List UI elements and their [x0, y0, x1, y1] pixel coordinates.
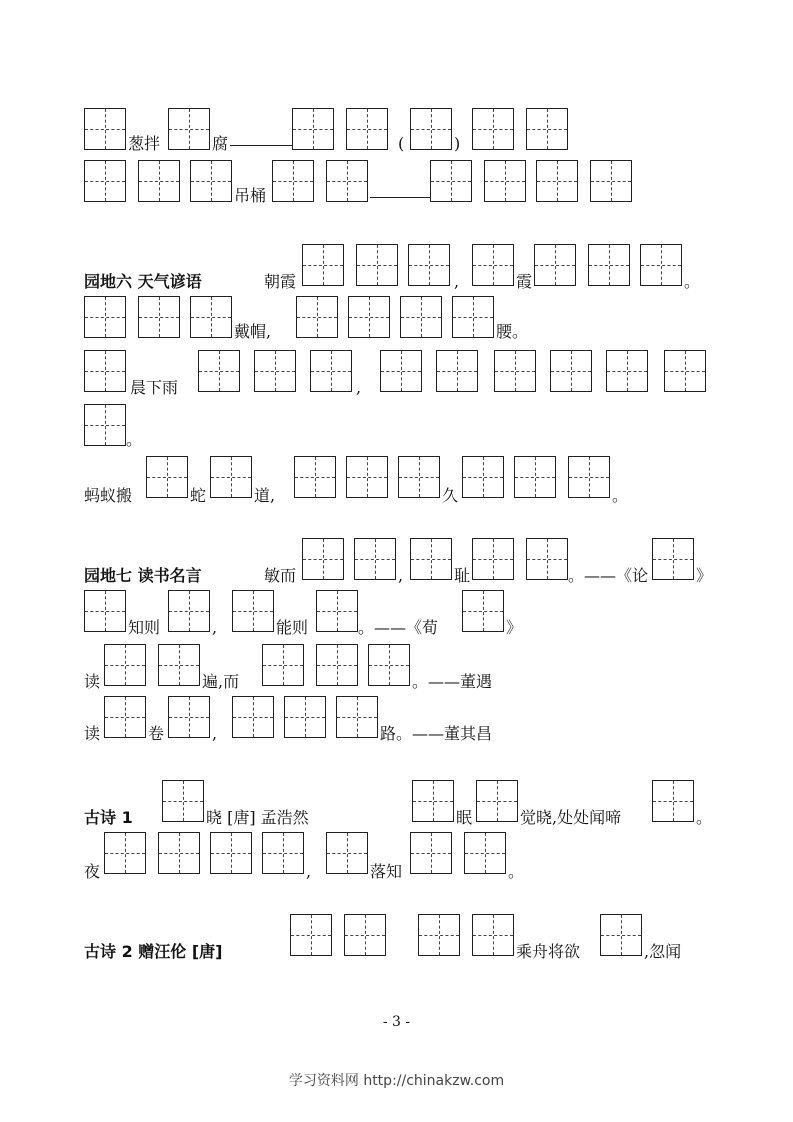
char-box[interactable] [640, 244, 682, 286]
char-box[interactable] [262, 832, 304, 874]
char-box[interactable] [168, 108, 210, 150]
char-box[interactable] [162, 780, 204, 822]
char-box[interactable] [354, 538, 396, 580]
char-box[interactable] [590, 160, 632, 202]
char-box[interactable] [408, 244, 450, 286]
row-9-text-4: 。——《荀 [358, 618, 439, 637]
char-box[interactable] [316, 590, 358, 632]
char-box[interactable] [190, 160, 232, 202]
char-box[interactable] [232, 696, 274, 738]
row-4 [0, 296, 793, 352]
char-box[interactable] [284, 696, 326, 738]
char-box[interactable] [462, 590, 504, 632]
char-box[interactable] [346, 456, 388, 498]
row-13 [0, 832, 793, 888]
section-heading-yuandi7: 园地七 读书名言 [84, 566, 202, 585]
char-box[interactable] [462, 456, 504, 498]
char-box[interactable] [84, 404, 126, 446]
row-13-text-2: , [306, 862, 312, 881]
row-9-text-5: 》 [506, 618, 523, 637]
row-10-text-1: 读 [84, 672, 101, 691]
char-box[interactable] [272, 160, 314, 202]
char-box[interactable] [326, 160, 368, 202]
row-12-text-1: 晓 [唐] 孟浩然 [206, 808, 309, 827]
row-9-text-3: 能则 [276, 618, 309, 637]
row-10 [0, 644, 793, 700]
char-box[interactable] [84, 296, 126, 338]
char-box[interactable] [356, 244, 398, 286]
row-8-text-2: , [398, 566, 404, 585]
char-box[interactable] [606, 350, 648, 392]
row-11-text-1: 读 [84, 724, 101, 743]
char-box[interactable] [302, 244, 344, 286]
char-box[interactable] [138, 160, 180, 202]
char-box[interactable] [190, 296, 232, 338]
section-heading-yuandi6: 园地六 天气谚语 [84, 272, 202, 291]
char-box[interactable] [652, 780, 694, 822]
row-7-text-3: 道, [254, 486, 276, 505]
row-8-text-3: 耻 [454, 566, 471, 585]
row-3-text-1: 朝霞 [264, 272, 297, 291]
row-10-text-3: 。——董遇 [412, 672, 493, 691]
paren-open: ( [398, 134, 405, 153]
row-7 [0, 456, 793, 512]
row-7-text-5: 。 [612, 486, 629, 505]
char-box[interactable] [484, 160, 526, 202]
char-box[interactable] [464, 832, 506, 874]
row-8 [0, 538, 793, 594]
row-11 [0, 696, 793, 752]
char-box[interactable] [310, 350, 352, 392]
row-9 [0, 590, 793, 646]
char-box[interactable] [380, 350, 422, 392]
row-8-text-4: 。——《论 [568, 566, 649, 585]
char-box[interactable] [526, 108, 568, 150]
char-box[interactable] [550, 350, 592, 392]
row-11-text-3: , [212, 724, 218, 743]
char-box[interactable] [472, 108, 514, 150]
char-box[interactable] [326, 832, 368, 874]
row-6-text-1: 。 [126, 430, 143, 449]
row-1-text-1: 葱拌 [128, 134, 161, 153]
row-12-text-4: 。 [696, 808, 713, 827]
char-box[interactable] [664, 350, 706, 392]
char-box[interactable] [158, 832, 200, 874]
char-box[interactable] [410, 108, 452, 150]
char-box[interactable] [290, 914, 332, 956]
char-box[interactable] [430, 160, 472, 202]
row-13-text-1: 夜 [84, 862, 101, 881]
char-box[interactable] [472, 538, 514, 580]
char-box[interactable] [452, 296, 494, 338]
char-box[interactable] [210, 456, 252, 498]
row-4-text-2: 腰。 [496, 322, 529, 341]
dash-line [230, 145, 292, 146]
char-box[interactable] [410, 538, 452, 580]
char-box[interactable] [568, 456, 610, 498]
row-8-text-1: 敏而 [264, 566, 297, 585]
row-7-text-1: 蚂蚁搬 [84, 486, 133, 505]
page-number: - 3 - [382, 1014, 411, 1030]
footer-watermark: 学习资料网 http://chinakzw.com [288, 1073, 505, 1089]
row-6 [0, 404, 793, 460]
char-box[interactable] [104, 696, 146, 738]
row-13-text-3: 落知 [370, 862, 403, 881]
char-box[interactable] [262, 644, 304, 686]
char-box[interactable] [138, 296, 180, 338]
row-2-text-1: 吊桶 [234, 186, 267, 205]
row-9-text-2: , [212, 618, 218, 637]
row-14-text-1: 乘舟将欲 [516, 942, 581, 961]
char-box[interactable] [84, 590, 126, 632]
row-12 [0, 780, 793, 836]
row-7-text-2: 蛇 [190, 486, 207, 505]
char-box[interactable] [472, 244, 514, 286]
char-box[interactable] [302, 538, 344, 580]
char-box[interactable] [84, 160, 126, 202]
dash-line [370, 197, 430, 198]
row-1-text-2: 腐 [212, 134, 229, 153]
char-box[interactable] [514, 456, 556, 498]
char-box[interactable] [104, 644, 146, 686]
char-box[interactable] [84, 350, 126, 392]
row-3 [0, 244, 793, 300]
char-box[interactable] [348, 296, 390, 338]
char-box[interactable] [346, 108, 388, 150]
char-box[interactable] [84, 108, 126, 150]
char-box[interactable] [296, 296, 338, 338]
char-box[interactable] [210, 832, 252, 874]
row-11-text-2: 卷 [148, 724, 165, 743]
char-box[interactable] [146, 456, 188, 498]
row-9-text-1: 知则 [128, 618, 161, 637]
char-box[interactable] [472, 914, 514, 956]
row-14 [0, 914, 793, 970]
char-box[interactable] [232, 590, 274, 632]
row-5 [0, 350, 793, 406]
paren-close: ) [454, 134, 461, 153]
char-box[interactable] [476, 780, 518, 822]
char-box[interactable] [652, 538, 694, 580]
char-box[interactable] [436, 350, 478, 392]
row-5-text-2: , [356, 378, 362, 397]
char-box[interactable] [254, 350, 296, 392]
row-5-text-1: 晨下雨 [130, 378, 179, 397]
row-1 [0, 108, 793, 164]
char-box[interactable] [316, 644, 358, 686]
row-14-text-2: ,忽闻 [644, 942, 682, 961]
char-box[interactable] [526, 538, 568, 580]
char-box[interactable] [588, 244, 630, 286]
char-box[interactable] [104, 832, 146, 874]
char-box[interactable] [168, 590, 210, 632]
row-2 [0, 160, 793, 216]
row-3-text-3: 霞 [516, 272, 533, 291]
char-box[interactable] [344, 914, 386, 956]
char-box[interactable] [494, 350, 536, 392]
row-13-text-4: 。 [508, 862, 525, 881]
char-box[interactable] [418, 914, 460, 956]
char-box[interactable] [412, 780, 454, 822]
char-box[interactable] [536, 160, 578, 202]
row-12-text-2: 眠 [456, 808, 473, 827]
char-box[interactable] [400, 296, 442, 338]
char-box[interactable] [158, 644, 200, 686]
char-box[interactable] [410, 832, 452, 874]
row-7-text-4: 久 [442, 486, 459, 505]
char-box[interactable] [198, 350, 240, 392]
row-11-text-4: 路。——董其昌 [380, 724, 493, 743]
char-box[interactable] [168, 696, 210, 738]
row-8-text-5: 》 [696, 566, 713, 585]
char-box[interactable] [294, 456, 336, 498]
row-3-text-2: , [454, 272, 460, 291]
char-box[interactable] [398, 456, 440, 498]
row-10-text-2: 遍,而 [202, 672, 240, 691]
char-box[interactable] [292, 108, 334, 150]
char-box[interactable] [368, 644, 410, 686]
row-12-text-3: 觉晓,处处闻啼 [520, 808, 622, 827]
row-3-text-4: 。 [684, 272, 701, 291]
char-box[interactable] [336, 696, 378, 738]
char-box[interactable] [600, 914, 642, 956]
section-heading-poem-2: 古诗 2 赠汪伦 [唐] [84, 942, 223, 961]
char-box[interactable] [534, 244, 576, 286]
section-heading-poem-1: 古诗 1 [84, 808, 133, 827]
row-4-text-1: 戴帽, [234, 322, 272, 341]
